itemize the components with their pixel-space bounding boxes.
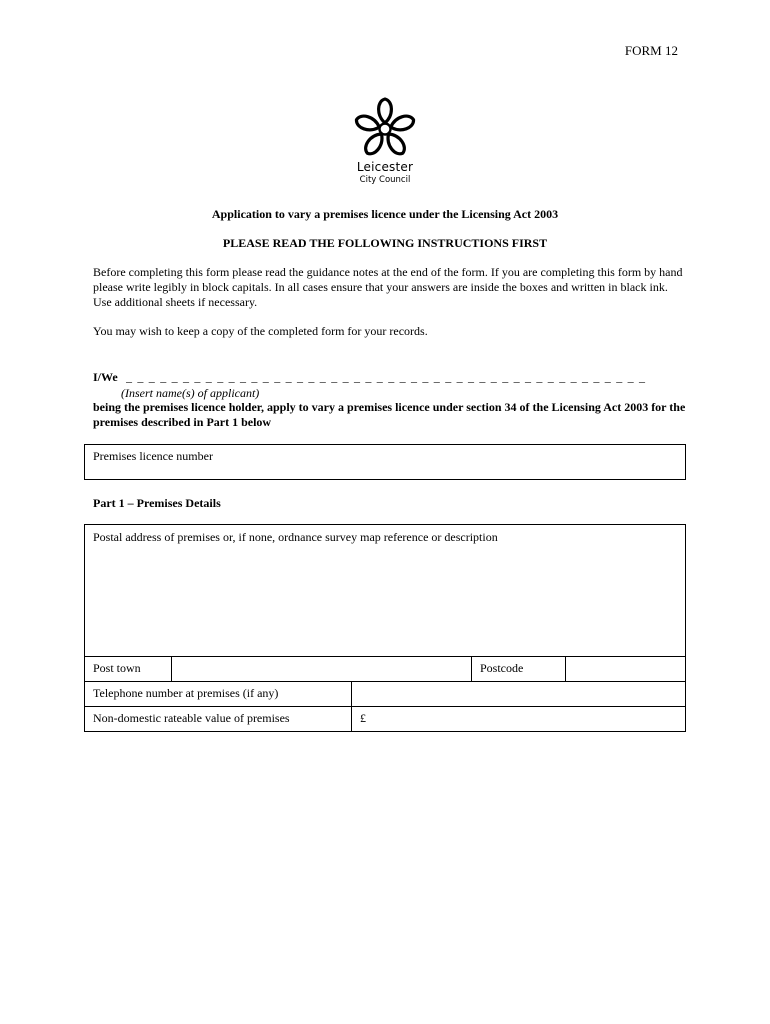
applicant-label: I/We: [93, 370, 118, 384]
rateable-value-label: Non-domestic rateable value of premises: [85, 707, 352, 731]
part1-heading: Part 1 – Premises Details: [93, 496, 221, 510]
form-number: FORM 12: [624, 43, 678, 58]
post-town-label: Post town: [85, 657, 172, 681]
instructions-text: Before completing this form please read the guidance notes at the end of the form. If you are completing this form by hand please write legibly in block capitals. In all cases ensure that your answers are inside the boxes and written in black ink. Use additional sheets if necessary.: [93, 265, 683, 309]
post-town-field[interactable]: [172, 657, 472, 681]
telephone-label: Telephone number at premises (if any): [85, 682, 352, 706]
applicant-name-field[interactable]: _ _ _ _ _ _ _ _ _ _ _ _ _ _ _ _ _ _ _ _ _ _ _ _ _ _ _ _ _ _ _ _ _ _ _ _ _ _ _ _ _ _ _ _ _ _: [126, 370, 647, 384]
licence-number-label: Premises licence number: [93, 449, 213, 463]
rateable-value-row: [85, 707, 685, 731]
postcode-label: Postcode: [472, 657, 566, 681]
licence-number-field[interactable]: [84, 444, 686, 480]
post-town-row: [85, 657, 685, 682]
logo-name: Leicester: [356, 160, 414, 174]
instructions-heading: PLEASE READ THE FOLLOWING INSTRUCTIONS FIRST: [222, 236, 548, 250]
currency-symbol: £: [360, 711, 366, 725]
premises-details-table: [84, 524, 686, 732]
council-logo: [340, 96, 430, 191]
telephone-row: [85, 682, 685, 707]
applicant-statement: being the premises licence holder, apply to vary a premises licence under section 34 of the Licensing Act 2003 for the premises described in Part 1 below: [93, 400, 686, 429]
telephone-field[interactable]: [352, 682, 685, 706]
copy-note: You may wish to keep a copy of the completed form for your records.: [93, 324, 428, 338]
five-petal-rose-icon: [340, 96, 430, 158]
applicant-hint: (Insert name(s) of applicant): [121, 386, 260, 400]
form-title: Application to vary a premises licence under the Licensing Act 2003: [211, 207, 559, 221]
rateable-value-field[interactable]: [352, 707, 685, 731]
postal-address-label: Postal address of premises or, if none, ordnance survey map reference or description: [93, 530, 498, 544]
logo-subtitle: City Council: [359, 175, 411, 185]
postcode-field[interactable]: [566, 657, 685, 681]
postal-address-field[interactable]: [85, 525, 685, 657]
